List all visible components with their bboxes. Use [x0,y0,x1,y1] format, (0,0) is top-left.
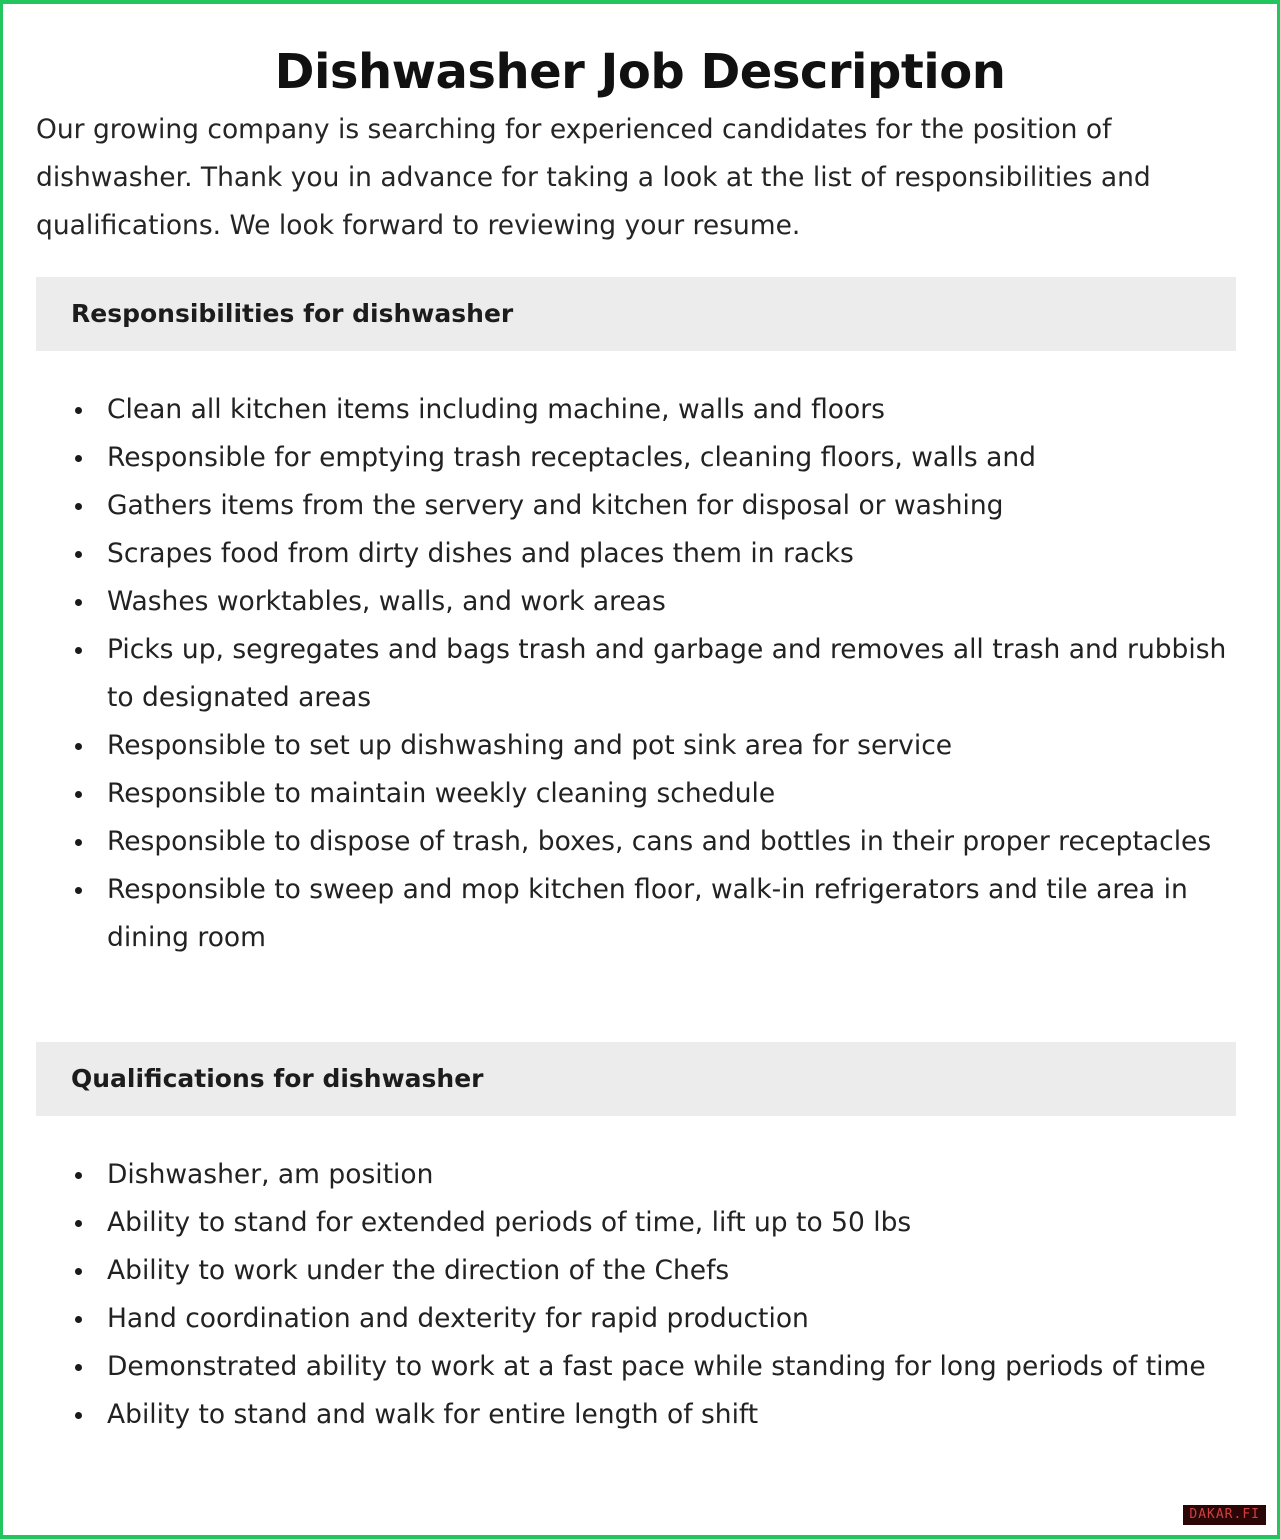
list-item-text: Responsible to sweep and mop kitchen floor, walk-in refrigerators and tile area in dining room [107,874,1188,953]
list-item [72,1391,1242,1439]
bullet-icon [75,1364,82,1371]
qualifications-list [72,1151,1242,1439]
list-item [72,1151,1242,1199]
list-item [72,482,1242,530]
bullet-icon [75,887,82,894]
list-item [72,530,1242,578]
bullet-icon [75,791,82,798]
list-item-text: Responsible to maintain weekly cleaning schedule [107,778,776,809]
bullet-icon [75,1268,82,1275]
bullet-icon [75,647,82,654]
list-item [72,1295,1242,1343]
page-title: Dishwasher Job Description [274,44,1006,101]
list-item-text: Responsible to set up dishwashing and pot sink area for service [107,730,953,761]
bullet-icon [75,743,82,750]
responsibilities-list [72,386,1242,962]
list-item-text: Dishwasher, am position [107,1159,434,1190]
list-item-text: Responsible to dispose of trash, boxes, cans and bottles in their proper receptacles [107,826,1212,857]
bullet-icon [75,839,82,846]
list-item-text: Gathers items from the servery and kitchen for disposal or washing [107,490,1004,521]
list-item [72,578,1242,626]
list-item-text: Responsible for emptying trash receptacles, cleaning floors, walls and [107,442,1036,473]
list-item-text: Demonstrated ability to work at a fast pace while standing for long periods of time [107,1351,1206,1382]
list-item-text: Clean all kitchen items including machine, walls and floors [107,394,885,425]
bullet-icon [75,1220,82,1227]
bullet-icon [75,551,82,558]
list-item-text: Ability to stand and walk for entire length of shift [107,1399,759,1430]
bullet-icon [75,1172,82,1179]
bullet-icon [75,455,82,462]
bullet-icon [75,1412,82,1419]
list-item-text: Hand coordination and dexterity for rapid production [107,1303,809,1334]
list-item [72,866,1242,962]
list-item [72,626,1242,722]
list-item [72,818,1242,866]
intro-paragraph: Our growing company is searching for experienced candidates for the position of dishwasher. Thank you in advance for taking a look at the list of responsibilities and qualifications. We look forward to reviewing your resume. [36,114,1151,241]
list-item-text: Ability to work under the direction of the Chefs [107,1255,730,1286]
responsibilities-heading: Responsibilities for dishwasher [36,277,1236,351]
bullet-icon [75,407,82,414]
list-item [72,722,1242,770]
list-item-text: Picks up, segregates and bags trash and garbage and removes all trash and rubbish to designated areas [107,634,1227,713]
qualifications-heading: Qualifications for dishwasher [36,1042,1236,1116]
list-item-text: Ability to stand for extended periods of time, lift up to 50 lbs [107,1207,912,1238]
list-item [72,770,1242,818]
list-item-text: Washes worktables, walls, and work areas [107,586,666,617]
list-item [72,386,1242,434]
list-item [72,434,1242,482]
list-item [72,1199,1242,1247]
watermark-badge: DAKAR.FI [1183,1505,1266,1525]
bullet-icon [75,599,82,606]
list-item [72,1343,1242,1391]
list-item-text: Scrapes food from dirty dishes and places them in racks [107,538,854,569]
bullet-icon [75,503,82,510]
bullet-icon [75,1316,82,1323]
list-item [72,1247,1242,1295]
